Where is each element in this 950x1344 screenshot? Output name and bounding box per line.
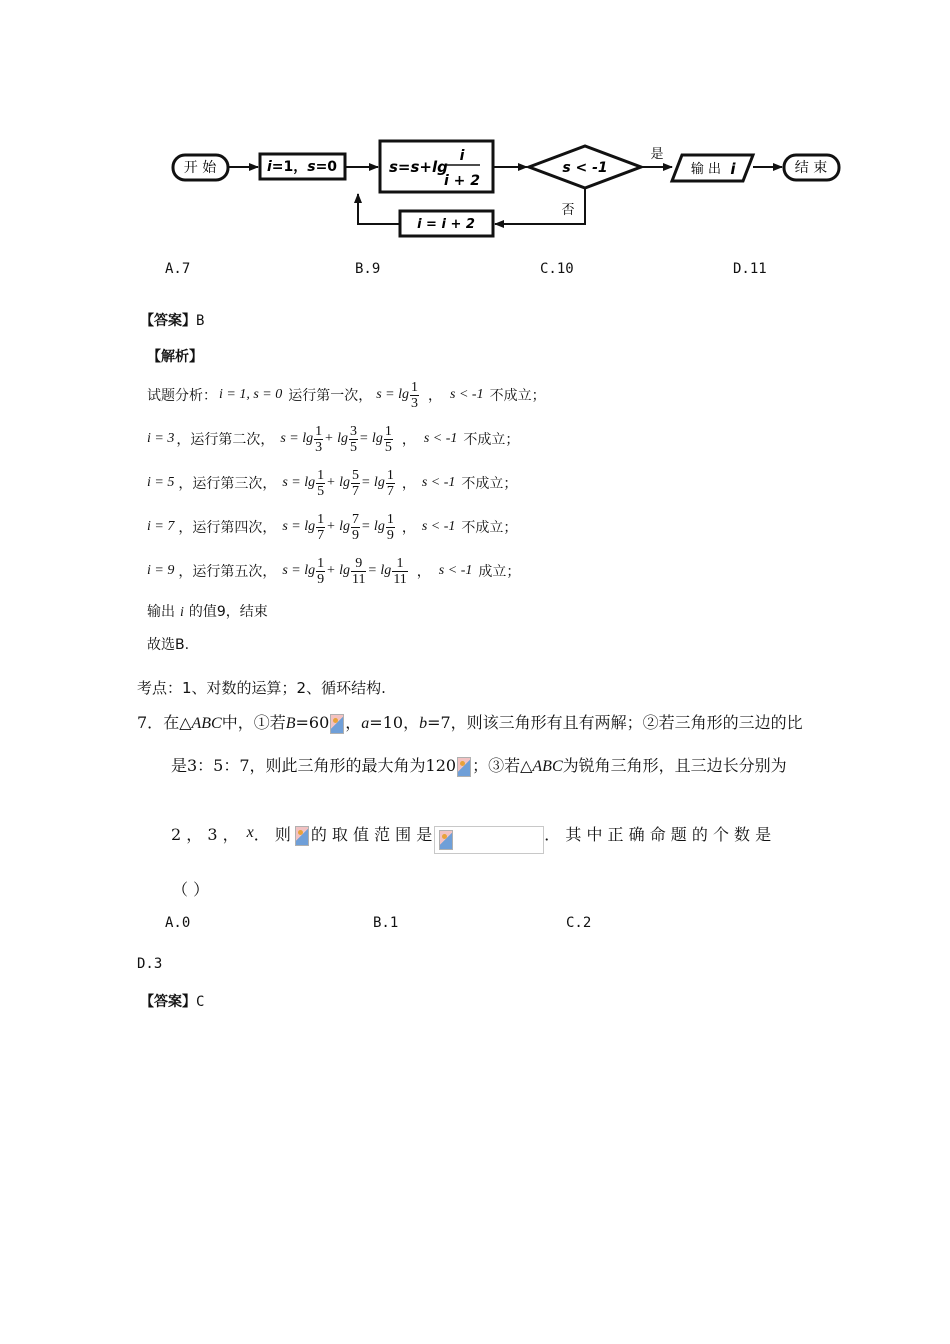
q7-option-d: D.3: [137, 956, 163, 972]
start-label: 开 始: [183, 160, 217, 176]
no-label: 否: [561, 203, 575, 218]
analysis-label: 【解析】: [147, 349, 203, 365]
q6-option-d: D.11: [733, 261, 767, 277]
image-placeholder-icon: [295, 826, 309, 846]
init-label: i=1，s=0: [266, 159, 338, 175]
process-left: s=s+lg: [389, 158, 448, 176]
decision-label: s < -1: [562, 160, 608, 176]
analysis-line-2: i = 3 ，运行第二次， s = lg $\frac{1}{3}$ + lg $\frac{3}{5}$ = lg $\frac{1}{5}$ ， s < -1 不成立；: [147, 423, 520, 455]
answer-label: 【答案】: [140, 994, 196, 1010]
analysis-line-1: 试题分析： i = 1, s = 0 运行第一次， s = lg $\frac{1}{3}$ ， s < -1 不成立；: [147, 379, 546, 411]
q7-option-a: A.0: [165, 915, 191, 931]
flowchart: [0, 0, 950, 250]
q7-line-3: 2 ， 3 ， x ． 则 的 取 值 范 围 是 ． 其 中 正 确 命 题 的 个 数 是: [171, 812, 771, 854]
arrow-loop-process: [358, 194, 400, 224]
image-placeholder-icon: [439, 830, 453, 850]
q6-option-b: B.9: [355, 261, 381, 277]
fraction: $\frac{1}{3}$: [411, 379, 419, 411]
answer-label: 【答案】: [140, 313, 196, 329]
analysis-line-5: i = 9 ，运行第五次， s = lg $\frac{1}{9}$ + lg $\frac{9}{11}$ = lg $\frac{1}{11}$ ， s < -1 成立；: [147, 555, 521, 587]
process-num: i: [459, 148, 465, 164]
q7-paren: （ ）: [172, 880, 210, 899]
answer-value: C: [196, 994, 205, 1010]
image-placeholder-icon: [330, 714, 344, 734]
analysis-line-3: i = 5 ，运行第三次， s = lg $\frac{1}{5}$ + lg $\frac{5}{7}$ = lg $\frac{1}{7}$ ， s < -1 不成立；: [147, 467, 518, 499]
q7-answer: [140, 991, 204, 1011]
q7-line-2: 是3：5：7，则此三角形的最大角为120 ；③若△ABC为锐角三角形，且三边长分别为: [171, 756, 787, 775]
q7-line-1: 7．在△ABC中，①若B=60 ，a=10，b=7，则该三角形有且有两解；②若三角形的三边的比: [137, 713, 803, 732]
image-placeholder-icon: [457, 757, 471, 777]
yes-label: 是: [650, 147, 664, 162]
range-answer-box: [434, 826, 544, 854]
q6-answer: [140, 310, 204, 330]
q7-option-c: C.2: [566, 915, 592, 931]
analysis-line-4: i = 7 ，运行第四次， s = lg $\frac{1}{7}$ + lg $\frac{7}{9}$ = lg $\frac{1}{9}$ ， s < -1 不成立；: [147, 511, 518, 543]
output-label: 输 出: [690, 162, 722, 177]
output-var: i: [730, 160, 736, 178]
analysis-choose: 故选B.: [147, 637, 190, 653]
end-label: 结 束: [794, 160, 828, 176]
kaodian: 考点：1、对数的运算；2、循环结构.: [137, 679, 386, 697]
q7-option-b: B.1: [373, 915, 399, 931]
process-den: i + 2: [443, 173, 481, 189]
q6-option-a: A.7: [165, 261, 191, 277]
loop-label: i = i + 2: [417, 217, 475, 232]
q6-option-c: C.10: [540, 261, 574, 277]
answer-value: B: [196, 313, 205, 329]
analysis-output: 输出 i 的值9，结束: [147, 604, 268, 620]
